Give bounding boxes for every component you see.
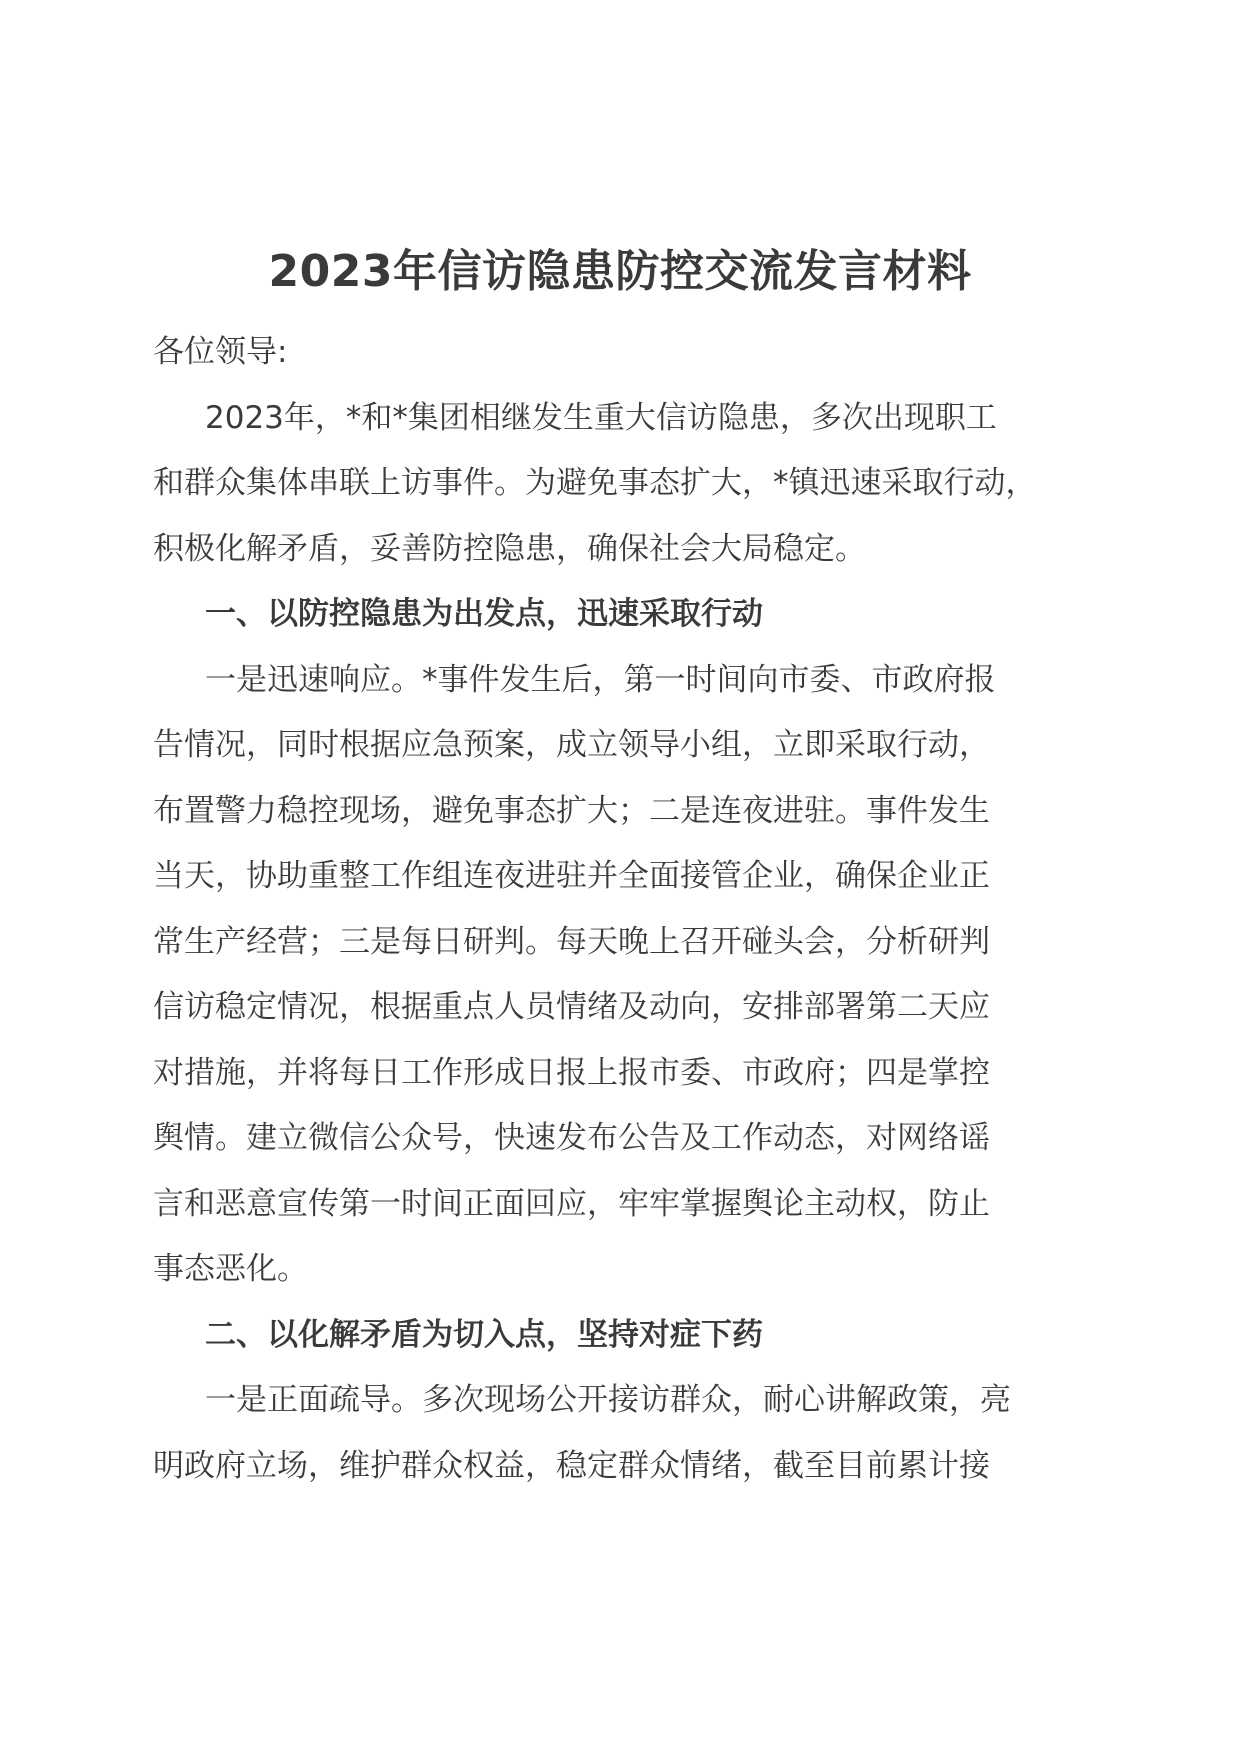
section-heading-line: 一、以防控隐患为出发点，迅速采取行动 <box>205 596 763 632</box>
paragraph-line: 告情况，同时根据应急预案，成立领导小组，立即采取行动， <box>153 727 990 763</box>
paragraph-line: 和群众集体串联上访事件。为避免事态扩大，*镇迅速采取行动， <box>153 465 1037 501</box>
document-body <box>153 320 1093 1499</box>
paragraph-line: 舆情。建立微信公众号，快速发布公告及工作动态，对网络谣 <box>153 1120 990 1156</box>
paragraph-line: 对措施，并将每日工作形成日报上报市委、市政府；四是掌控 <box>153 1054 990 1091</box>
paragraph-line: 事态恶化。 <box>153 1251 308 1287</box>
paragraph-line: 一是正面疏导。多次现场公开接访群众，耐心讲解政策，亮 <box>205 1382 1011 1418</box>
paragraph-line: 一是迅速响应。*事件发生后，第一时间向市委、市政府报 <box>205 661 996 698</box>
paragraph-line: 当天，协助重整工作组连夜进驻并全面接管企业，确保企业正 <box>153 858 990 894</box>
paragraph-line: 积极化解矛盾，妥善防控隐患，确保社会大局稳定。 <box>153 530 866 567</box>
paragraph-line: 明政府立场，维护群众权益，稳定群众情绪，截至目前累计接 <box>153 1447 990 1484</box>
paragraph-line: 言和恶意宣传第一时间正面回应，牢牢掌握舆论主动权，防止 <box>153 1185 990 1222</box>
section-heading-line: 二、以化解矛盾为切入点，坚持对症下药 <box>205 1316 763 1353</box>
document-title: 2023年信访隐患防控交流发言材料 <box>268 246 972 297</box>
paragraph-line: 2023年，*和*集团相继发生重大信访隐患，多次出现职工 <box>205 399 997 436</box>
paragraph-line: 布置警力稳控现场，避免事态扩大；二是连夜进驻。事件发生 <box>153 792 990 829</box>
paragraph-line: 各位领导: <box>153 334 288 370</box>
paragraph-line: 信访稳定情况，根据重点人员情绪及动向，安排部署第二天应 <box>153 989 990 1025</box>
paragraph-line: 常生产经营；三是每日研判。每天晚上召开碰头会，分析研判 <box>153 923 990 960</box>
